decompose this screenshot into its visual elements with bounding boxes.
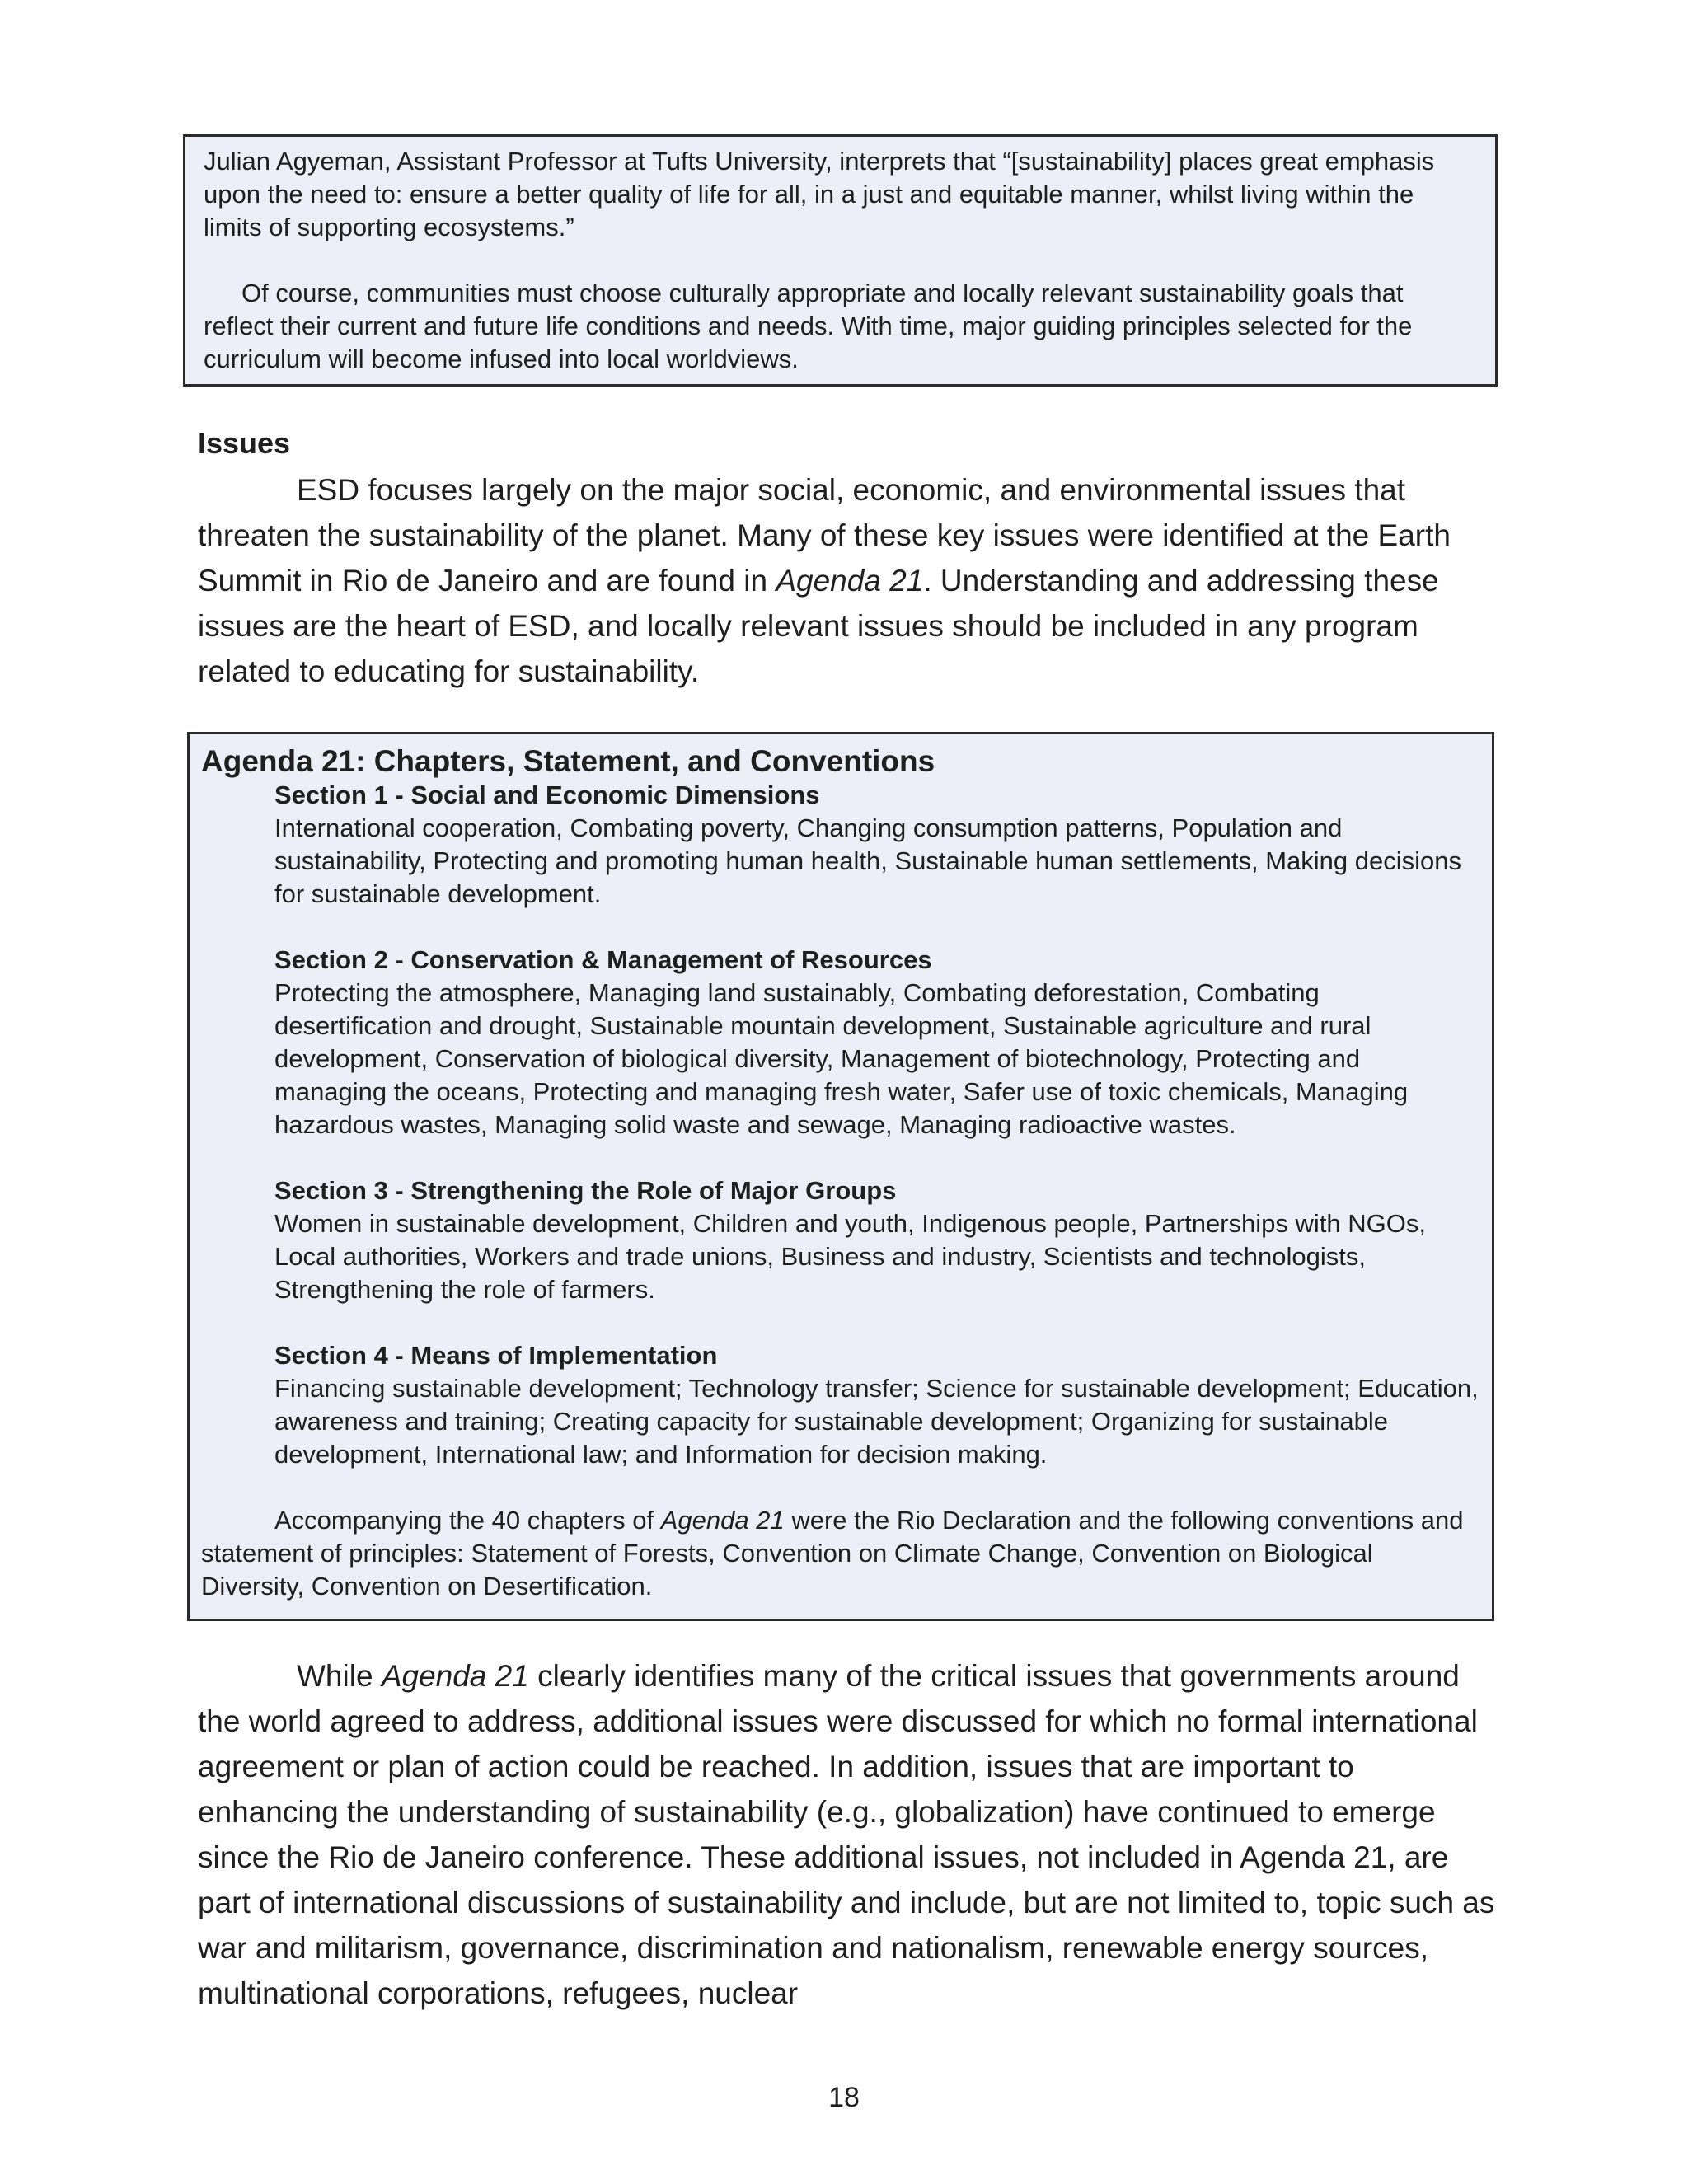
section-body: Financing sustainable development; Technology transfer; Science for sustainable development; Education, awareness and training; Creating capacity for sustainable development; Organizing for sustainable development, International law; and Information for decision making. xyxy=(274,1374,1479,1469)
section-body: Women in sustainable development, Children and youth, Indigenous people, Partnerships with NGOs, Local authorities, Workers and trade unions, Business and industry, Scientists and technologists, Strengthening the role of farmers. xyxy=(274,1209,1426,1304)
accompanying-text-after: were the Rio Declaration and the following conventions and statement of principles: Statement of Forests, Convention on Climate Change, Convention on Biological Diversity, Convention on Desertification. xyxy=(201,1506,1464,1601)
agenda-section xyxy=(274,1339,1479,1471)
agenda-section xyxy=(274,944,1479,1141)
quote-box xyxy=(183,134,1498,387)
closing-text-before: While xyxy=(297,1659,382,1693)
agenda-box xyxy=(187,732,1494,1621)
issues-text-italic: Agenda 21 xyxy=(776,564,924,598)
section-title: Section 2 - Conservation & Management of Resources xyxy=(274,945,932,974)
section-title: Section 1 - Social and Economic Dimensions xyxy=(274,780,820,809)
agenda-section xyxy=(274,779,1479,911)
agenda-section xyxy=(274,1174,1479,1306)
page-number: 18 xyxy=(828,2082,860,2113)
section-body: Protecting the atmosphere, Managing land sustainably, Combating deforestation, Combating desertification and drought, Sustainable mountain development, Sustainable agriculture and rural development, Conservation of biological diversity, Management of biotechnology, Protecting and managing the oceans, Protecting and managing fresh water, Safer use of toxic chemicals, Managing hazardous wastes, Managing solid waste and sewage, Managing radioactive wastes. xyxy=(274,978,1409,1139)
communities-paragraph: Of course, communities must choose culturally appropriate and locally relevant sustainability goals that reflect their current and future life conditions and needs. With time, major guiding principles selected for the curriculum will become infused into local worldviews. xyxy=(204,279,1413,373)
accompanying-paragraph xyxy=(201,1504,1479,1603)
quote-paragraph: Julian Agyeman, Assistant Professor at Tufts University, interprets that “[sustainability] places great emphasis upon the need to: ensure a better quality of life for all, in a just and equitable manner, whilst living within the limits of supporting ecosystems.” xyxy=(204,147,1435,241)
agenda-box-title: Agenda 21: Chapters, Statement, and Conventions xyxy=(201,744,935,778)
issues-paragraph xyxy=(198,467,1496,694)
closing-text-italic: Agenda 21 xyxy=(381,1659,529,1693)
section-title: Section 4 - Means of Implementation xyxy=(274,1341,718,1370)
issues-heading: Issues xyxy=(198,426,291,460)
closing-paragraph xyxy=(198,1653,1496,2016)
closing-text-after: clearly identifies many of the critical issues that governments around the world agreed to address, additional issues were discussed for which no formal international agreement or plan of action could be reached. In addition, issues that are important to enhancing the understanding of sustainability (e.g., globalization) have continued to emerge since the Rio de Janeiro conference. These additional issues, not included in Agenda 21, are part of international discussions of sustainability and include, but are not limited to, topic such as war and militarism, governance, discrimination and nationalism, renewable energy sources, multinational corporations, refugees, nuclear xyxy=(198,1659,1495,2010)
section-title: Section 3 - Strengthening the Role of Major Groups xyxy=(274,1176,897,1205)
issues-text-after: . Understanding and addressing these issues are the heart of ESD, and locally relevant issues should be included in any program related to educating for sustainability. xyxy=(198,564,1439,688)
accompanying-text-before: Accompanying the 40 chapters of xyxy=(274,1506,661,1535)
section-body: International cooperation, Combating poverty, Changing consumption patterns, Population and sustainability, Protecting and promoting human health, Sustainable human settlements, Making decisions for sustainable development. xyxy=(274,813,1462,908)
issues-text-before: ESD focuses largely on the major social, economic, and environmental issues that threaten the sustainability of the planet. Many of these key issues were identified at the Earth Summit in Rio de Janeiro and are found in xyxy=(198,473,1451,598)
accompanying-text-italic: Agenda 21 xyxy=(660,1506,785,1535)
